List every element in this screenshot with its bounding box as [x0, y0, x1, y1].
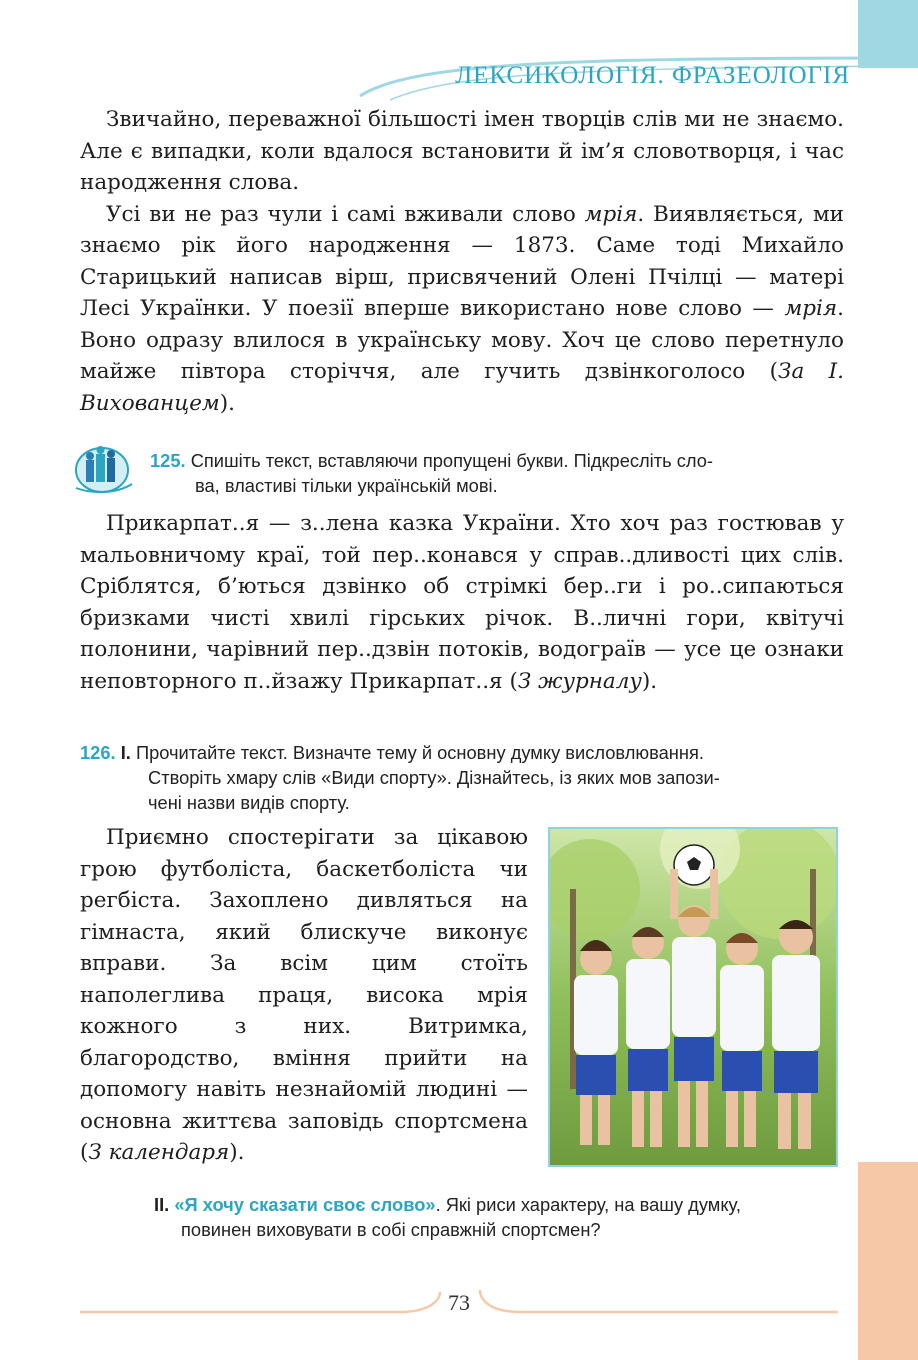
source-citation: З журналу [517, 668, 642, 694]
page-number: 73 [448, 1290, 470, 1315]
task-125-text: Прикарпат..я — з..лена казка України. Хто хоч раз гостював у мальовничому краї, той пер..конався у справ..дливості цих слів. Сріблятся, б’ються дзвінко об стрімкі бер..ги і ро..сипаються бризками чисті хвилі гірських річок. В..личні гори, квітучі полонини, чарівний пер..дзвін потоків, водограїв — усе це ознаки неповторного п..йзажу Прикарпат..я (З журналу). [80, 511, 844, 694]
word-mriya-2: мрія [784, 296, 838, 321]
source-citation: З календаря [88, 1140, 230, 1165]
section-header-title: ЛЕКСИКОЛОГІЯ. ФРАЗЕОЛОГІЯ [455, 62, 850, 89]
task-126-part-2: II. «Я хочу сказати своє слово». Які риси характеру, на вашу думку, повинен виховувати в собі справжній спортсмен? [154, 1194, 741, 1240]
side-tab-decoration [858, 1162, 918, 1360]
task-126-text: Приємно спостерігати за цікавою грою футболіста, баскетболіста чи регбіста. Захоплено дивляться на гімнаста, який блискуче виконує вправи. За всім цим стоїть наполеглива праця, висока мрія кожного з них. Витримка, благородство, вміння прийти на допомогу навіть незнайомій людині — основна життєва заповідь спортсмена (З календаря). [80, 825, 528, 1165]
source-citation: За І. Вихованцем [80, 359, 845, 416]
children-with-ball-photo [548, 827, 838, 1167]
intro-paragraph-2: Усі ви не раз чули і самі вживали слово мрія. Виявляється, ми знаємо рік його народження — 1873. Саме тоді Михайло Старицький написав вірш, присвячений Олені Пчілці — матері Лесі Українки. У поезії вперше використано нове слово — мрія. Воно одразу влилося в українську мову. Хоч це слово перетнуло майже півтора сторіччя, але гучить дзвінкоголосо (За І. Вихованцем). [80, 201, 845, 416]
reading-group-icon [72, 442, 136, 496]
intro-text [80, 104, 844, 419]
highlight-phrase: «Я хочу сказати своє слово» [174, 1194, 436, 1215]
intro-paragraph-1: Звичайно, переважної більшості імен творців слів ми не знаємо. Але є випадки, коли вдалося встановити й ім’я словотворця, і час народження слова. [80, 107, 844, 195]
task-126-instructions: 126. I. Прочитайте текст. Визначте тему й основну думку висловлювання. Створіть хмару слів «Види спорту». Дізнайтесь, із яких мов запози- чені назви видів спорту. [80, 742, 720, 813]
task-number: 125. [150, 450, 186, 471]
task-125-instructions: 125. Спишіть текст, вставляючи пропущені букви. Підкресліть сло- ва, властиві тільки українській мові. [150, 450, 713, 496]
word-mriya: мрія [584, 201, 638, 227]
task-number: 126. [80, 742, 116, 763]
